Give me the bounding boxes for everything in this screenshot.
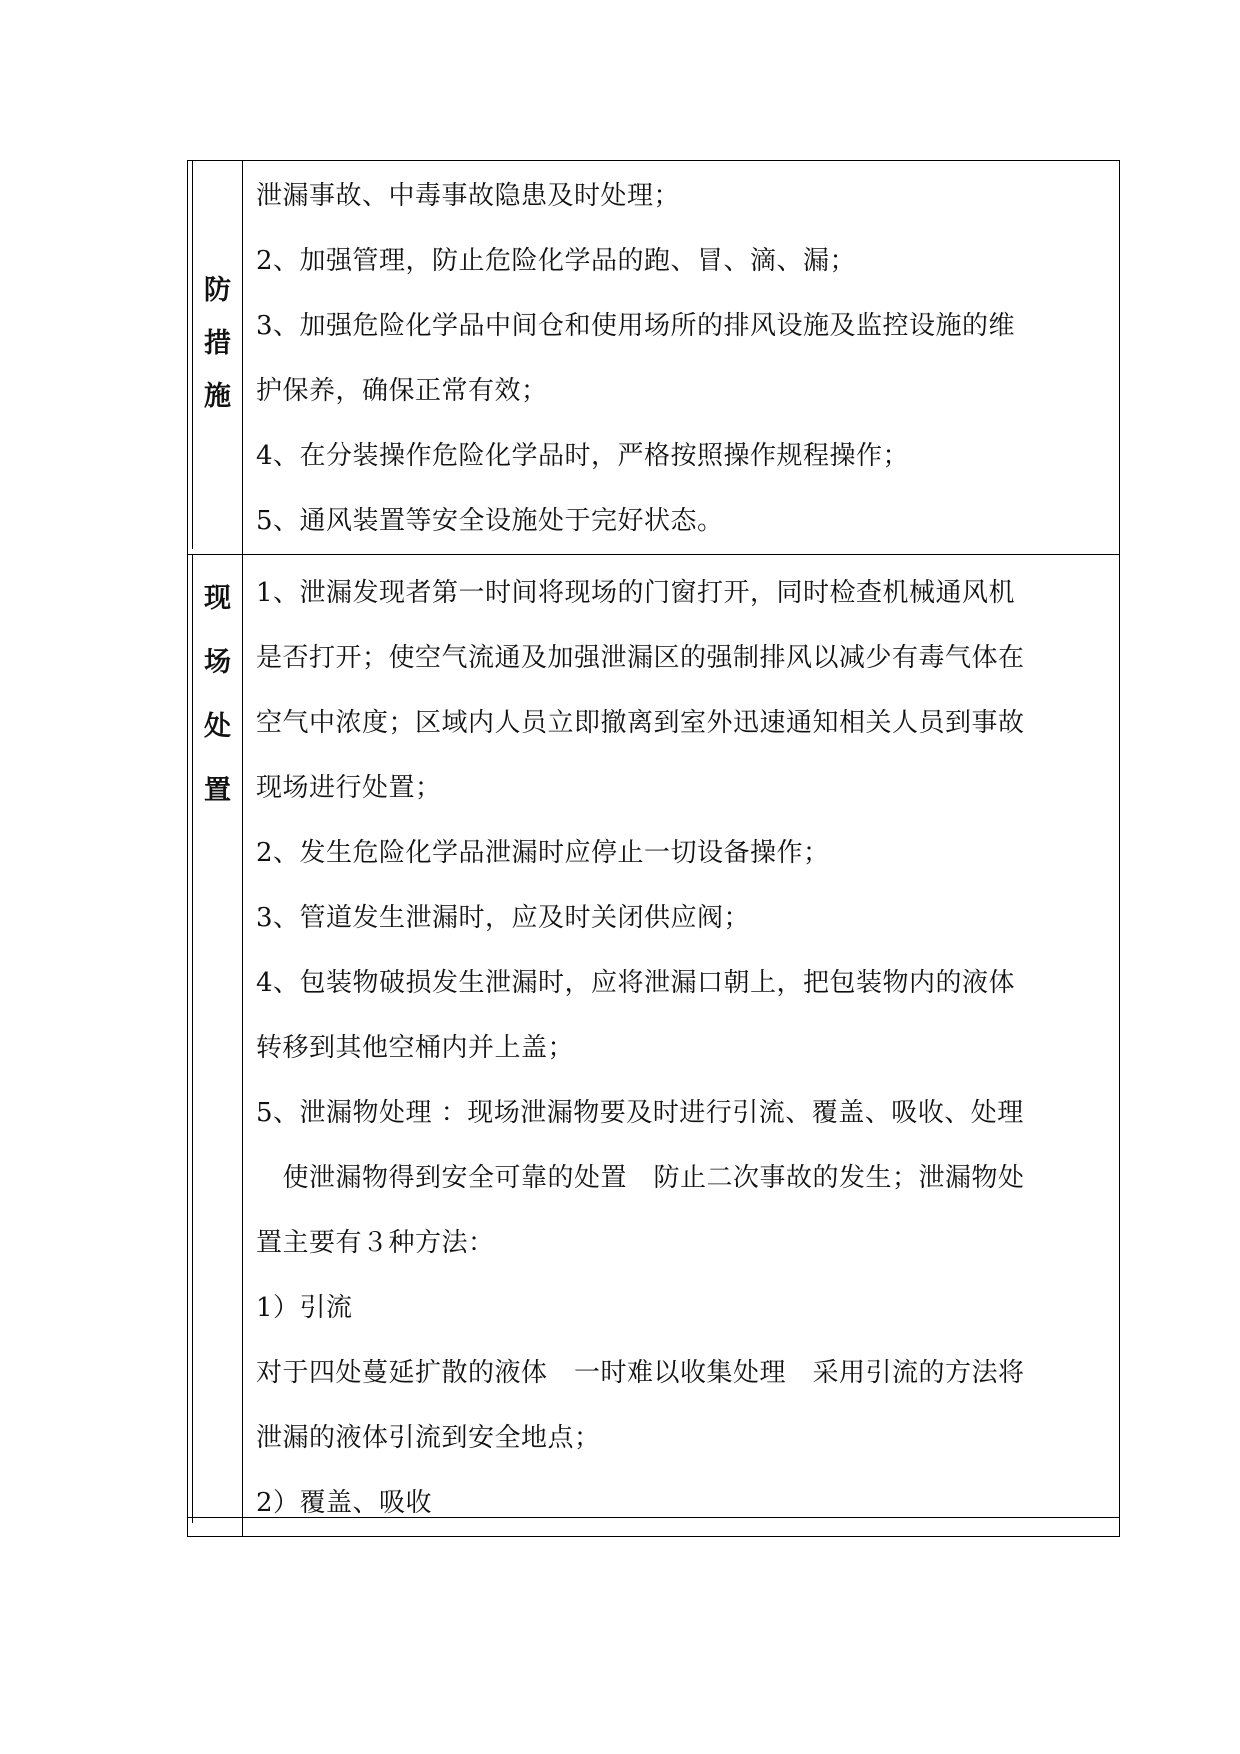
text-line: 4、在分装操作危险化学品时，严格按照操作规程操作；	[256, 441, 910, 471]
content-cell-onsite	[243, 555, 1120, 1537]
text-line: 泄漏的液体引流到安全地点；	[256, 1423, 601, 1453]
text-line: 5、泄漏物处理 ：现场泄漏物要及时进行引流、覆盖、吸收、处理	[256, 1098, 1024, 1128]
label-cell-prevention	[188, 161, 243, 555]
text-line: 使泄漏物得到安全可靠的处置 防止二次事故的发生；泄漏物处	[256, 1163, 1025, 1193]
text-line: 对于四处蔓延扩散的液体 一时难以收集处理 采用引流的方法将	[256, 1358, 1025, 1388]
text-line: 1、泄漏发现者第一时间将现场的门窗打开，同时检查机械通风机	[256, 578, 1016, 608]
text-line: 2、加强管理，防止危险化学品的跑、冒、滴、漏；	[256, 246, 857, 276]
text-line: 转移到其他空桶内并上盖；	[256, 1033, 575, 1063]
table-row-onsite-disposal	[188, 555, 1120, 1537]
text-line: 1）引流	[256, 1293, 353, 1323]
text-line: 空气中浓度；区域内人员立即撤离到室外迅速通知相关人员到事故	[256, 708, 1025, 738]
text-line: 4、包装物破损发生泄漏时，应将泄漏口朝上，把包装物内的液体	[256, 968, 1016, 998]
label-char: 防	[204, 275, 231, 306]
text-line: 置主要有３种方法：	[256, 1228, 495, 1258]
text-line: 是否打开；使空气流通及加强泄漏区的强制排风以减少有毒气体在	[256, 643, 1025, 673]
table-row-prevention-measures	[188, 161, 1120, 555]
text-line: 3、加强危险化学品中间仓和使用场所的排风设施及监控设施的维	[256, 311, 1016, 341]
text-line: 护保养，确保正常有效；	[256, 376, 548, 406]
text-line: 现场进行处置；	[256, 773, 442, 803]
label-char: 现	[204, 583, 231, 614]
label-char: 场	[204, 647, 231, 678]
label-char: 处	[204, 711, 231, 742]
label-char: 置	[204, 775, 231, 806]
text-line: 3、管道发生泄漏时，应及时关闭供应阀；	[256, 903, 751, 933]
text-line: 2）覆盖、吸收	[256, 1488, 433, 1518]
label-char: 施	[204, 381, 231, 412]
measures-table	[187, 160, 1120, 1537]
text-line: 5、通风装置等安全设施处于完好状态。	[256, 506, 724, 536]
content-cell-prevention	[243, 161, 1120, 555]
label-char: 措	[204, 328, 231, 359]
row-label-onsite	[193, 585, 242, 841]
row-label-prevention	[193, 277, 242, 436]
text-line: 2、发生危险化学品泄漏时应停止一切设备操作；	[256, 838, 830, 868]
label-cell-onsite	[188, 555, 243, 1537]
text-line: 泄漏事故、中毒事故隐患及时处理；	[256, 181, 681, 211]
